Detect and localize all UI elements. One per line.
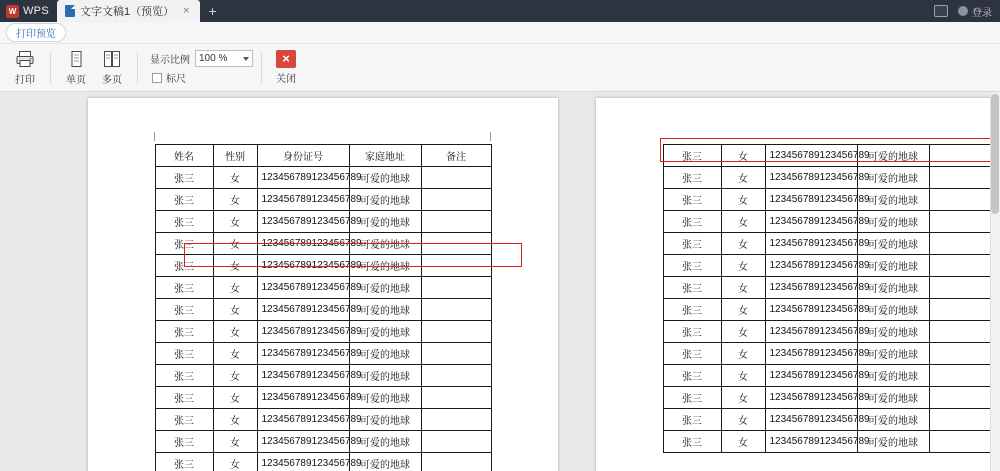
print-button[interactable]: [8, 46, 42, 90]
cell-note: [421, 299, 491, 321]
cell-name: 张三: [155, 189, 213, 211]
margin-mark-left: [154, 132, 155, 141]
cell-id: 123456789123456789: [257, 365, 349, 387]
cell-name: 张三: [155, 431, 213, 453]
cell-sex: 女: [213, 365, 257, 387]
cell-sex: 女: [721, 409, 765, 431]
cell-note: [929, 233, 999, 255]
preview-page-2[interactable]: [596, 98, 1000, 471]
cell-sex: 女: [721, 167, 765, 189]
cell-name: 张三: [155, 299, 213, 321]
cell-address: 可爱的地球: [349, 299, 421, 321]
new-tab-button[interactable]: +: [208, 3, 217, 19]
cell-name: 张三: [155, 233, 213, 255]
zoom-value: 100 %: [199, 53, 228, 64]
zoom-caption: 显示比例: [150, 55, 190, 66]
table-row[interactable]: [155, 211, 491, 233]
cell-address: 可爱的地球: [349, 277, 421, 299]
table-row[interactable]: [155, 365, 491, 387]
cell-id: 123456789123456789: [765, 409, 857, 431]
zoom-row: [150, 50, 253, 67]
title-bar: [0, 0, 1000, 22]
cell-id: 123456789123456789: [257, 299, 349, 321]
cell-id: 123456789123456789: [257, 211, 349, 233]
window-controls-icon[interactable]: [934, 5, 948, 17]
ruler-checkbox[interactable]: [152, 73, 162, 83]
cell-id: 123456789123456789: [765, 167, 857, 189]
zoom-select[interactable]: [195, 50, 253, 67]
cell-address: 可爱的地球: [857, 255, 929, 277]
printer-icon: [15, 49, 35, 69]
table-row[interactable]: [663, 387, 999, 409]
toolbar-separator-1: [50, 52, 51, 84]
cell-note: [929, 343, 999, 365]
cell-sex: 女: [721, 365, 765, 387]
cell-sex: 女: [721, 255, 765, 277]
cell-sex: 女: [721, 211, 765, 233]
cell-sex: 女: [213, 189, 257, 211]
scrollbar-thumb[interactable]: [991, 94, 999, 214]
cell-address: 可爱的地球: [857, 277, 929, 299]
cell-name: 张三: [663, 211, 721, 233]
cell-note: [929, 365, 999, 387]
table-row[interactable]: [663, 189, 999, 211]
cell-address: 可爱的地球: [857, 431, 929, 453]
cell-sex: 女: [213, 431, 257, 453]
cell-name: 张三: [155, 365, 213, 387]
single-page-label: 单页: [66, 75, 86, 86]
cell-address: 可爱的地球: [349, 211, 421, 233]
cell-id: 123456789123456789: [257, 321, 349, 343]
table-row[interactable]: [663, 167, 999, 189]
document-icon: [65, 5, 75, 17]
cell-name: 张三: [663, 321, 721, 343]
cell-address: 可爱的地球: [349, 167, 421, 189]
cell-note: [421, 431, 491, 453]
cell-sex: 女: [213, 211, 257, 233]
cell-address: 可爱的地球: [349, 189, 421, 211]
cell-name: 张三: [663, 167, 721, 189]
cell-sex: 女: [721, 145, 765, 167]
close-tab-icon[interactable]: ×: [183, 5, 190, 17]
table-row[interactable]: [155, 409, 491, 431]
table-row[interactable]: [663, 145, 999, 167]
table-row[interactable]: [155, 189, 491, 211]
preview-page-1[interactable]: [88, 98, 558, 471]
cell-note: [929, 145, 999, 167]
column-header-note: 备注: [421, 145, 491, 167]
table-header-row: [155, 145, 491, 167]
cell-note: [421, 277, 491, 299]
cell-address: 可爱的地球: [349, 431, 421, 453]
cell-address: 可爱的地球: [857, 365, 929, 387]
cell-name: 张三: [663, 189, 721, 211]
cell-name: 张三: [155, 453, 213, 471]
cell-note: [421, 321, 491, 343]
table-row[interactable]: [155, 321, 491, 343]
cell-id: 123456789123456789: [765, 189, 857, 211]
cell-sex: 女: [721, 343, 765, 365]
margin-mark-right: [490, 132, 491, 141]
cell-note: [929, 299, 999, 321]
cell-note: [929, 387, 999, 409]
app-name-label: WPS: [23, 5, 49, 17]
cell-id: 123456789123456789: [257, 409, 349, 431]
toolbar-separator-3: [261, 52, 262, 84]
cell-id: 123456789123456789: [257, 189, 349, 211]
cell-address: 可爱的地球: [349, 343, 421, 365]
single-page-button[interactable]: [59, 46, 93, 90]
cell-sex: 女: [213, 277, 257, 299]
cell-note: [929, 431, 999, 453]
cell-id: 123456789123456789: [765, 387, 857, 409]
cell-name: 张三: [663, 233, 721, 255]
cell-id: 123456789123456789: [257, 453, 349, 471]
cell-sex: 女: [213, 233, 257, 255]
table-row[interactable]: [155, 453, 491, 471]
cell-name: 张三: [663, 255, 721, 277]
cell-address: 可爱的地球: [349, 321, 421, 343]
cell-id: 123456789123456789: [765, 145, 857, 167]
cell-sex: 女: [721, 233, 765, 255]
print-preview-toolbar: [0, 44, 1000, 92]
cell-address: 可爱的地球: [857, 233, 929, 255]
cell-name: 张三: [663, 387, 721, 409]
table-row[interactable]: [155, 277, 491, 299]
account-label: 登录: [972, 7, 992, 19]
cell-address: 可爱的地球: [857, 189, 929, 211]
table-row[interactable]: [155, 431, 491, 453]
multi-page-icon: [102, 49, 122, 69]
cell-id: 123456789123456789: [257, 343, 349, 365]
close-icon: ×: [276, 50, 296, 68]
cell-id: 123456789123456789: [257, 387, 349, 409]
document-tab-label: 文字文稿1（预览）: [79, 6, 175, 18]
cell-sex: 女: [213, 453, 257, 471]
cell-id: 123456789123456789: [257, 233, 349, 255]
cell-sex: 女: [213, 409, 257, 431]
cell-address: 可爱的地球: [857, 167, 929, 189]
cell-name: 张三: [155, 277, 213, 299]
cell-name: 张三: [663, 145, 721, 167]
vertical-scrollbar[interactable]: [990, 92, 1000, 471]
table-row[interactable]: [663, 365, 999, 387]
table-row[interactable]: [663, 409, 999, 431]
cell-address: 可爱的地球: [349, 409, 421, 431]
cell-id: 123456789123456789: [765, 277, 857, 299]
table-body-page1: [155, 167, 491, 471]
cell-sex: 女: [721, 189, 765, 211]
cell-name: 张三: [155, 255, 213, 277]
column-header-address: 家庭地址: [349, 145, 421, 167]
cell-address: 可爱的地球: [857, 409, 929, 431]
cell-name: 张三: [155, 211, 213, 233]
cell-address: 可爱的地球: [857, 299, 929, 321]
cell-address: 可爱的地球: [349, 387, 421, 409]
app-logo: [0, 0, 57, 22]
cell-note: [929, 167, 999, 189]
cell-id: 123456789123456789: [765, 365, 857, 387]
table-row[interactable]: [155, 387, 491, 409]
multi-page-label: 多页: [102, 75, 122, 86]
table-row[interactable]: [155, 167, 491, 189]
cell-note: [421, 233, 491, 255]
cell-note: [421, 189, 491, 211]
table-body-page2: [663, 145, 999, 453]
cell-name: 张三: [663, 299, 721, 321]
cell-address: 可爱的地球: [349, 365, 421, 387]
close-preview-button[interactable]: [276, 46, 296, 90]
table-row[interactable]: [663, 343, 999, 365]
zoom-group: [150, 46, 253, 90]
cell-sex: 女: [213, 343, 257, 365]
cell-note: [421, 167, 491, 189]
avatar-icon: [958, 6, 968, 16]
cell-note: [421, 255, 491, 277]
cell-sex: 女: [213, 387, 257, 409]
ruler-label: 标尺: [166, 74, 186, 85]
cell-name: 张三: [663, 365, 721, 387]
cell-note: [929, 255, 999, 277]
table-row[interactable]: [663, 299, 999, 321]
cell-note: [929, 409, 999, 431]
cell-sex: 女: [721, 387, 765, 409]
table-row[interactable]: [663, 255, 999, 277]
cell-name: 张三: [155, 321, 213, 343]
table-row[interactable]: [155, 255, 491, 277]
cell-id: 123456789123456789: [765, 255, 857, 277]
cell-name: 张三: [663, 277, 721, 299]
cell-name: 张三: [663, 431, 721, 453]
cell-address: 可爱的地球: [349, 255, 421, 277]
wps-logo-icon: W: [6, 5, 19, 18]
table-row[interactable]: [663, 211, 999, 233]
cell-address: 可爱的地球: [349, 233, 421, 255]
preview-document-area[interactable]: [0, 92, 1000, 471]
cell-address: 可爱的地球: [857, 145, 929, 167]
single-page-icon: [66, 49, 86, 69]
cell-sex: 女: [721, 277, 765, 299]
title-bar-right: [934, 0, 1000, 22]
data-table-page2[interactable]: [663, 144, 1000, 453]
cell-id: 123456789123456789: [257, 277, 349, 299]
column-header-id: 身份证号: [257, 145, 349, 167]
close-label: 关闭: [276, 74, 296, 85]
cell-id: 123456789123456789: [257, 167, 349, 189]
cell-name: 张三: [663, 343, 721, 365]
multi-page-button[interactable]: [95, 46, 129, 90]
print-button-label: 打印: [15, 75, 35, 86]
cell-note: [929, 321, 999, 343]
cell-address: 可爱的地球: [857, 321, 929, 343]
cell-sex: 女: [213, 167, 257, 189]
table-row[interactable]: [155, 299, 491, 321]
cell-name: 张三: [155, 343, 213, 365]
cell-sex: 女: [721, 299, 765, 321]
cell-sex: 女: [213, 321, 257, 343]
cell-name: 张三: [155, 409, 213, 431]
ribbon-tab-row: [0, 22, 1000, 44]
cell-sex: 女: [721, 321, 765, 343]
cell-sex: 女: [213, 255, 257, 277]
table-row[interactable]: [155, 233, 491, 255]
cell-note: [421, 343, 491, 365]
cell-note: [929, 211, 999, 233]
cell-note: [929, 189, 999, 211]
column-header-name: 姓名: [155, 145, 213, 167]
toolbar-separator-2: [137, 52, 138, 84]
cell-address: 可爱的地球: [349, 453, 421, 471]
cell-id: 123456789123456789: [765, 299, 857, 321]
tab-print-preview[interactable]: 打印预览: [6, 23, 66, 42]
cell-id: 123456789123456789: [257, 255, 349, 277]
table-row[interactable]: [663, 321, 999, 343]
cell-name: 张三: [663, 409, 721, 431]
cell-note: [421, 453, 491, 471]
cell-id: 123456789123456789: [765, 233, 857, 255]
cell-id: 123456789123456789: [765, 343, 857, 365]
cell-note: [421, 211, 491, 233]
cell-note: [421, 365, 491, 387]
table-row[interactable]: [155, 343, 491, 365]
cell-sex: 女: [721, 431, 765, 453]
cell-address: 可爱的地球: [857, 211, 929, 233]
cell-id: 123456789123456789: [257, 431, 349, 453]
table-row[interactable]: [663, 233, 999, 255]
cell-name: 张三: [155, 387, 213, 409]
table-row[interactable]: [663, 431, 999, 453]
cell-note: [421, 409, 491, 431]
title-spacer: [226, 0, 934, 22]
cell-id: 123456789123456789: [765, 321, 857, 343]
cell-sex: 女: [213, 299, 257, 321]
ruler-toggle[interactable]: [152, 70, 253, 85]
data-table-page1[interactable]: [155, 144, 492, 471]
account-area[interactable]: [958, 4, 992, 19]
cell-address: 可爱的地球: [857, 343, 929, 365]
document-tab[interactable]: [57, 0, 200, 22]
cell-note: [421, 387, 491, 409]
cell-name: 张三: [155, 167, 213, 189]
chevron-down-icon: [243, 57, 249, 61]
table-row[interactable]: [663, 277, 999, 299]
cell-address: 可爱的地球: [857, 387, 929, 409]
column-header-sex: 性别: [213, 145, 257, 167]
cell-note: [929, 277, 999, 299]
cell-id: 123456789123456789: [765, 431, 857, 453]
cell-id: 123456789123456789: [765, 211, 857, 233]
